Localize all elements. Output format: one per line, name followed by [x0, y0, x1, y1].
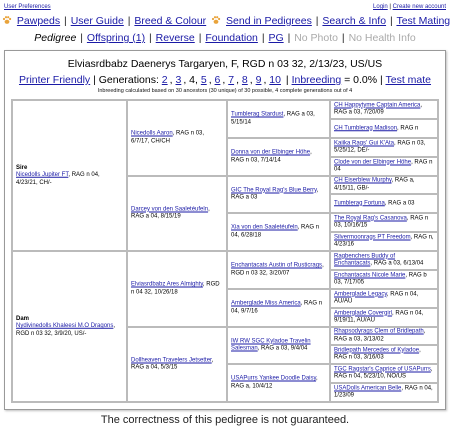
great-grandparent-cell — [227, 289, 330, 327]
great-great-grandparent-cell — [330, 383, 438, 402]
ancestor-name-link[interactable]: IW RW SGC Kyladoe Travelin Salesman — [231, 338, 311, 352]
tab-offspring[interactable]: Offspring (1) — [86, 32, 146, 44]
inbreeding-value: = 0.0% — [344, 74, 378, 86]
ancestor-name-link[interactable]: CH Eiserblew Murphy — [334, 177, 392, 184]
generations-label: Generations: — [98, 74, 159, 86]
tab-no-health-info: No Health Info — [348, 32, 416, 44]
ancestor-name-link[interactable]: Rhapsodyrags Clem of Bridlepath — [334, 328, 424, 335]
ancestor-info: , RAG b 03, 7/17/05 — [334, 272, 427, 286]
ancestor-info: , RAG a 04, 5/3/15 — [131, 357, 214, 371]
pedigree-controls: Printer Friendly | Generations: 2 , 3 , 4, 5 , 6 , 7 , 8 , 9 , 10 | Inbreeding = 0.0% | Test mate — [18, 74, 432, 86]
great-great-grandparent-cell — [330, 289, 438, 308]
ancestor-info: , RAG n 04, AU/AU — [334, 291, 419, 305]
ancestor-name-link[interactable]: CH Happytyme Captain America — [334, 102, 421, 108]
dam-cell — [12, 251, 127, 402]
ancestor-info: , RAG n 04, 9/19/11, AU/AU — [334, 310, 424, 324]
great-great-grandparent-cell — [330, 327, 438, 345]
grandparent-cell — [127, 251, 227, 327]
great-great-grandparent-cell — [330, 213, 438, 232]
ancestor-name-link[interactable]: GIC The Royal Rag's Blue Berry — [231, 187, 317, 193]
ancestor-info: , RAG n 04, 1/23/09 — [334, 385, 433, 399]
generation-link[interactable]: 8 — [241, 74, 248, 86]
generation-link[interactable]: 10 — [269, 74, 281, 86]
ancestor-info: , RAG a, 10/4/12 — [231, 375, 318, 389]
ancestor-info: , RAG n — [397, 124, 419, 131]
great-grandparent-cell — [227, 327, 330, 364]
grandparent-cell — [127, 327, 227, 402]
ancestor-info: , RAG n 04, 5/23/10, NO/US — [334, 366, 433, 380]
paw-icon — [2, 15, 12, 25]
ancestor-name-link[interactable]: Silvermoonrags PT Freedom — [334, 234, 411, 240]
sub-nav: Pedigree | Offspring (1) | Reverse | Foundation | PG | No Photo | No Health Info — [34, 32, 416, 44]
ancestor-info: , RAG a 03, 3/13/02 — [334, 328, 426, 342]
generation-link[interactable]: 2 — [161, 74, 168, 86]
ancestor-name-link[interactable]: Tumblerag Stardust — [231, 111, 284, 118]
great-great-grandparent-cell — [330, 345, 438, 364]
sire-cell — [12, 100, 127, 251]
ancestor-info: , RAG n 04, 9/7/16 — [231, 300, 323, 314]
ancestor-name-link[interactable]: The Royal Rag's Casanova — [334, 215, 407, 221]
user-preferences-link[interactable]: User Preferences — [4, 4, 51, 10]
ancestor-info: , RAG n 03, 5/25/12, DE/- — [334, 140, 426, 154]
ancestor-info: , RGD n 03 32, 3/20/07 — [231, 262, 324, 276]
parent-role-label: Sire — [16, 164, 28, 171]
grandparent-cell — [127, 100, 227, 176]
create-account-link[interactable]: Create new account — [392, 4, 446, 10]
ancestor-name-link[interactable]: Nicedolls Aaron — [131, 130, 173, 137]
ancestor-name-link[interactable]: Darcey von den Saaletéufeln — [131, 206, 209, 212]
pedigree-table — [11, 99, 439, 403]
cat-title: Elviasrdbabz Daenerys Targaryen, F, RGD n 03 32, 2/13/23, US/US — [67, 58, 383, 70]
test-mate-link[interactable]: Test mate — [385, 74, 432, 86]
nav-test-mating[interactable]: Test Mating — [396, 15, 450, 27]
ancestor-info: , RAG n, 4/23/16 — [334, 234, 434, 248]
great-great-grandparent-cell — [330, 157, 438, 176]
ancestor-name-link[interactable]: Ragbenchers Buddy of Enchantacats — [334, 253, 396, 267]
ancestor-name-link[interactable]: Tumblerag Fortuna — [334, 199, 385, 206]
nav-breed-colour[interactable]: Breed & Colour — [134, 15, 207, 27]
generations-links: 2 , 3 , 4, 5 , 6 , 7 , 8 , 9 , 10 — [161, 74, 281, 86]
generation-current: 4 — [189, 74, 196, 86]
ancestor-info: , RAG n 03, 3/16/03 — [334, 347, 421, 361]
ancestor-info: , RGD n 04 32, 10/26/18 — [131, 281, 220, 295]
inbreeding-note: Inbreeding calculated based on 30 ancestors (30 unique) of 30 possible, 4 complete generations out of 4 — [97, 88, 353, 94]
ancestor-info: , RGD n 03 32, 3/9/20, US/- — [16, 322, 116, 337]
inbreeding-link[interactable]: Inbreeding — [291, 74, 342, 86]
ancestor-name-link[interactable]: Bridlepath Mercedes of Kyladoe — [334, 347, 420, 353]
parent-role-label: Dam — [16, 315, 30, 322]
separator: | — [389, 4, 391, 10]
great-great-grandparent-cell — [330, 119, 438, 138]
ancestor-name-link[interactable]: Nydivinedolls Khaleesi M.O Dragons — [16, 322, 114, 329]
ancestor-name-link[interactable]: Enchantacats Austin of Rusticrags — [231, 262, 323, 269]
tab-pg[interactable]: PG — [268, 32, 284, 44]
great-grandparent-cell — [227, 138, 330, 176]
ancestor-name-link[interactable]: Dollheaven Travelers Jetsetter — [131, 357, 212, 363]
great-great-grandparent-cell — [330, 308, 438, 327]
nav-search-info[interactable]: Search & Info — [322, 15, 387, 27]
tab-no-photo: No Photo — [294, 32, 338, 44]
great-grandparent-cell — [227, 213, 330, 251]
great-great-grandparent-cell — [330, 176, 438, 194]
ancestor-info: , RAG n 03, 10/16/15 — [334, 215, 429, 229]
ancestor-info: , RAG a 03, 7/20/09 — [334, 102, 423, 116]
great-great-grandparent-cell — [330, 138, 438, 157]
great-great-grandparent-cell — [330, 270, 438, 289]
paw-icon — [211, 15, 221, 25]
ancestor-name-link[interactable]: Amberglade Legacy — [334, 291, 387, 297]
ancestor-name-link[interactable]: USADolls American Belle — [334, 385, 402, 391]
great-great-grandparent-cell — [330, 100, 438, 119]
nav-pawpeds[interactable]: Pawpeds — [16, 15, 61, 27]
tab-pedigree: Pedigree — [34, 32, 77, 44]
ancestor-name-link[interactable]: Amberglade Covergirl — [334, 310, 393, 316]
ancestor-info: , RAG a 03, 9/4/04 — [257, 345, 308, 352]
great-grandparent-cell — [227, 176, 330, 213]
nav-user-guide[interactable]: User Guide — [70, 15, 124, 27]
generation-link[interactable]: 6 — [214, 74, 221, 86]
ancestor-name-link[interactable]: Kaiika Rags' Gui K'Ata — [334, 140, 394, 146]
ancestor-info: , RAG n 04, 6/28/18 — [231, 224, 320, 238]
ancestor-name-link[interactable]: Elviasrdbabz Ares Almighty — [131, 281, 203, 288]
grandparent-cell — [127, 176, 227, 251]
generation-link[interactable]: 5 — [200, 74, 207, 86]
ancestor-name-link[interactable]: USAPurrs Yankee Doodle Daisy — [231, 375, 317, 382]
ancestor-info: , RAG a, 4/15/11, GB/- — [334, 177, 415, 191]
login-link[interactable]: Login — [373, 4, 388, 10]
nav-send-pedigrees[interactable]: Send in Pedigrees — [226, 15, 312, 27]
account-links — [373, 4, 446, 10]
ancestor-name-link[interactable]: Nicedolls Jupiter FT — [16, 171, 69, 178]
generation-link[interactable]: 3 — [175, 74, 182, 86]
ancestor-name-link[interactable]: Donna von der Elbinger Höhe — [231, 149, 311, 156]
generation-link[interactable]: 9 — [255, 74, 262, 86]
printer-friendly-link[interactable]: Printer Friendly — [18, 74, 91, 86]
ancestor-info: , RAG a 03, 6/13/04 — [370, 260, 424, 267]
ancestor-name-link[interactable]: Enchantacats Nicole Marie — [334, 272, 406, 278]
great-grandparent-cell — [227, 364, 330, 402]
ancestor-info: , RAG a 03, 5/15/14 — [231, 111, 315, 125]
ancestor-info: , RAG n 03, 6/7/17, CH/CH — [131, 130, 205, 144]
ancestor-info: , RAG a 03 — [231, 187, 319, 201]
great-grandparent-cell — [227, 100, 330, 138]
tab-reverse[interactable]: Reverse — [155, 32, 195, 44]
main-nav: Pawpeds | User Guide | Breed & Colour Send in Pedigrees | Search & Info | Test Mating — [0, 15, 450, 27]
top-bar — [4, 4, 446, 14]
ancestor-info: , RAG n 04, 4/23/21, CH/- — [16, 171, 100, 186]
great-great-grandparent-cell — [330, 232, 438, 251]
ancestor-info: , RAG a 04, 8/15/19 — [131, 206, 210, 220]
ancestor-info: , RAG n 04 — [334, 159, 433, 173]
pedigree-card — [4, 50, 446, 410]
great-great-grandparent-cell — [330, 364, 438, 383]
great-grandparent-cell — [227, 251, 330, 289]
generation-link[interactable]: 7 — [228, 74, 235, 86]
disclaimer: The correctness of this pedigree is not guaranteed. — [100, 414, 350, 426]
ancestor-name-link[interactable]: CH Tumblerag Madison — [334, 124, 398, 131]
ancestor-name-link[interactable]: TGC Ragstar's Caprice of USAPurrs — [334, 366, 431, 372]
tab-foundation[interactable]: Foundation — [205, 32, 258, 44]
great-great-grandparent-cell — [330, 194, 438, 213]
ancestor-name-link[interactable]: Amberglade Miss America — [231, 300, 301, 307]
great-great-grandparent-cell — [330, 251, 438, 270]
ancestor-name-link[interactable]: Clode von der Elbinger Höhe — [334, 159, 412, 165]
ancestor-name-link[interactable]: Xia von den Saaletéufeln — [231, 224, 298, 231]
ancestor-info: , RAG a 03 — [384, 199, 415, 206]
ancestor-info: , RAG n 03, 7/14/14 — [231, 149, 312, 163]
